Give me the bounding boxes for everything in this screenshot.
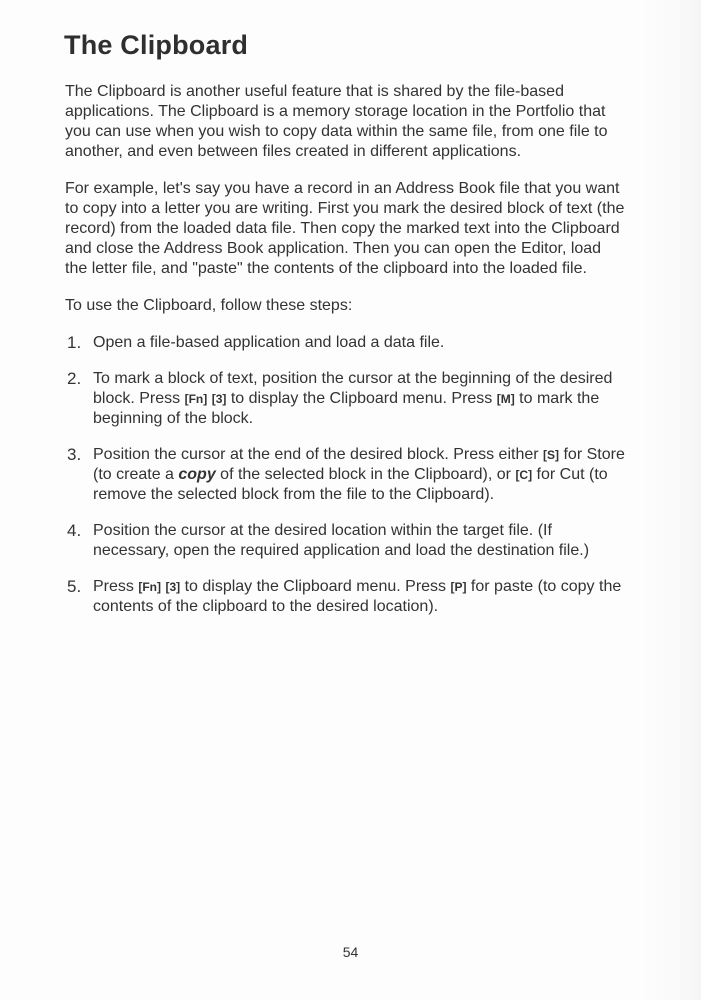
key-s: [S] [543, 448, 560, 462]
step-number: 1. [67, 333, 82, 352]
key-3: [3] [165, 580, 181, 594]
step-number: 5. [67, 577, 82, 596]
key-m: [M] [496, 392, 515, 406]
step-text: Position the cursor at the desired location within the target file. (If necessary, open the required application and load the destination file.) [93, 522, 590, 559]
key-3: [3] [211, 392, 227, 406]
step-text: To mark a block of text, position the cursor at the beginning of the desired block. Press [93, 370, 613, 407]
page-edge-shadow [641, 0, 701, 1000]
step-text: Open a file-based application and load a data file. [93, 334, 445, 351]
steps-list [65, 333, 625, 617]
step-text: for paste (to copy the contents of the clipboard to the desired location). [93, 578, 622, 615]
page-number: 54 [342, 944, 359, 960]
key-p: [P] [450, 580, 467, 594]
step-text: to display the Clipboard menu. Press [180, 578, 451, 595]
example-paragraph: For example, let's say you have a record in an Address Book file that you want to copy into a letter you are writing. First you mark the desired block of text (the record) from the loaded data file. Then copy the marked text into the Clipboard and close the Address Book application. Then you can open the Editor, load the letter file, and "paste" the contents of the clipboard into the loaded file. [65, 180, 625, 277]
step-number: 4. [67, 521, 82, 540]
step-text: of the selected block in the Clipboard), or [215, 466, 516, 483]
page-title: The Clipboard [64, 30, 249, 60]
page-content [65, 82, 625, 633]
step-text: Position the cursor at the end of the desired block. Press either [93, 446, 544, 463]
step-item-4 [65, 521, 625, 561]
step-text: to display the Clipboard menu. Press [226, 390, 497, 407]
step-number: 3. [67, 445, 82, 464]
step-item-3 [65, 445, 625, 505]
step-text: to mark the beginning of the block. [93, 390, 600, 427]
step-item-5 [65, 577, 625, 617]
intro-paragraph: The Clipboard is another useful feature that is shared by the file-based applications. The Clipboard is a memory storage location in the Portfolio that you can use when you wish to copy data within the same file, from one file to another, and even between files created in different applications. [65, 83, 608, 160]
step-item-1 [65, 333, 625, 353]
step-item-2 [65, 369, 625, 429]
key-c: [C] [515, 468, 533, 482]
key-fn: [Fn] [184, 392, 208, 406]
step-text: for Cut (to remove the selected block from the file to the Clipboard). [93, 466, 608, 503]
emphasis-copy: copy [178, 466, 216, 483]
steps-intro-paragraph: To use the Clipboard, follow these steps: [65, 297, 353, 314]
step-text: for Store (to create a [93, 446, 625, 483]
key-fn: [Fn] [138, 580, 161, 594]
step-text: Press [93, 578, 139, 595]
step-number: 2. [67, 369, 82, 388]
